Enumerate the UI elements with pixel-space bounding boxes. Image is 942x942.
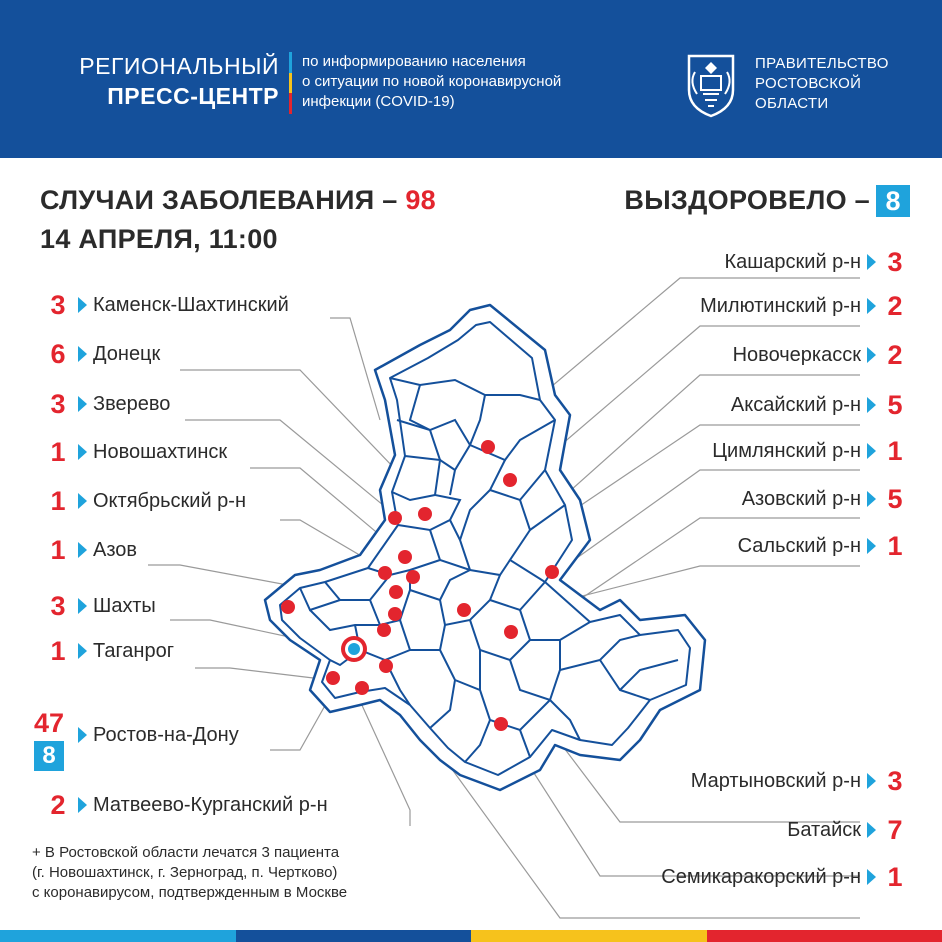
brand-subtitle-line: инфекции (COVID-19) — [302, 93, 455, 110]
government-line: ОБЛАСТИ — [755, 95, 829, 112]
case-marker — [388, 511, 402, 525]
triangle-right-icon — [867, 773, 876, 789]
triangle-right-icon — [867, 254, 876, 270]
left-list-item — [44, 437, 227, 467]
right-list-item — [661, 862, 908, 892]
locality-name: Мартыновский р-н — [690, 769, 861, 792]
locality-name: Азов — [93, 538, 138, 561]
case-count: 1 — [50, 436, 66, 467]
recovered-title: ВЫЗДОРОВЕЛО – — [624, 185, 870, 215]
locality-name: Милютинский р-н — [700, 294, 861, 317]
case-marker — [326, 671, 340, 685]
triangle-right-icon — [78, 542, 87, 558]
report-date: 14 АПРЕЛЯ, 11:00 — [40, 224, 278, 254]
rostov-marker — [341, 636, 367, 662]
triangle-right-icon — [867, 397, 876, 413]
brand-title-line1: РЕГИОНАЛЬНЫЙ — [79, 53, 279, 79]
locality-name: Шахты — [93, 594, 156, 617]
case-count: 1 — [887, 530, 903, 561]
case-count: 1 — [50, 534, 66, 565]
triangle-right-icon — [78, 598, 87, 614]
locality-name: Новошахтинск — [93, 440, 228, 463]
footnote — [32, 843, 347, 903]
locality-name: Таганрог — [93, 639, 175, 662]
triangle-right-icon — [867, 298, 876, 314]
locality-name: Сальский р-н — [737, 534, 861, 557]
triangle-right-icon — [867, 347, 876, 363]
case-count: 2 — [50, 789, 66, 820]
triangle-right-icon — [78, 444, 87, 460]
case-marker — [379, 659, 393, 673]
left-list-item — [44, 290, 289, 320]
right-list-item — [724, 247, 908, 277]
rostov-label-row — [72, 720, 239, 750]
case-marker — [545, 565, 559, 579]
brand-subtitle-line: о ситуации по новой коронавирусной — [302, 73, 562, 90]
brand-subtitle-line: по информированию населения — [302, 53, 526, 70]
cases-total: 98 — [405, 185, 436, 215]
triangle-right-icon — [78, 493, 87, 509]
case-count: 3 — [887, 765, 903, 796]
locality-name: Цимлянский р-н — [712, 439, 861, 462]
case-marker — [355, 681, 369, 695]
case-marker — [389, 585, 403, 599]
cases-label: СЛУЧАИ ЗАБОЛЕВАНИЯ – — [40, 185, 406, 215]
case-count: 2 — [887, 290, 903, 321]
case-count: 5 — [887, 483, 903, 514]
case-marker — [504, 625, 518, 639]
right-list-item — [712, 436, 908, 466]
rostov-recovered-badge: 8 — [34, 741, 64, 771]
case-count: 3 — [50, 388, 66, 419]
locality-name: Семикаракорский р-н — [661, 865, 861, 888]
case-count: 2 — [887, 339, 903, 370]
case-count: 6 — [50, 338, 66, 369]
locality-name: Каменск-Шахтинский — [93, 293, 289, 316]
locality-name: Аксайский р-н — [730, 393, 861, 416]
case-count: 1 — [50, 485, 66, 516]
triangle-right-icon — [867, 869, 876, 885]
case-marker — [494, 717, 508, 731]
right-list-item — [738, 531, 908, 561]
case-count: 3 — [50, 590, 66, 621]
triangle-right-icon — [78, 396, 87, 412]
right-list-item — [731, 390, 908, 420]
case-marker — [388, 607, 402, 621]
case-marker — [281, 600, 295, 614]
footnote-line: (г. Новошахтинск, г. Зерноград, п. Чертково) — [32, 864, 338, 881]
right-list-item — [691, 766, 908, 796]
rostov-case-count: 47 — [33, 708, 65, 738]
case-count: 5 — [887, 389, 903, 420]
left-list-item — [44, 636, 174, 666]
footnote-line: + В Ростовской области лечатся 3 пациента — [32, 844, 340, 861]
leader-line — [195, 668, 330, 680]
locality-name: Новочеркасск — [732, 343, 861, 366]
government-line: ПРАВИТЕЛЬСТВО — [755, 55, 889, 72]
left-list-item — [44, 486, 246, 516]
recovered-total-badge: 8 — [876, 185, 910, 217]
triangle-right-icon — [867, 822, 876, 838]
right-list-item — [700, 291, 908, 321]
left-list-item — [44, 535, 137, 565]
brand-title-line2: ПРЕСС-ЦЕНТР — [107, 83, 279, 109]
locality-name: Зверево — [93, 392, 171, 415]
case-marker — [418, 507, 432, 521]
leader-line — [330, 318, 380, 420]
case-count: 3 — [887, 246, 903, 277]
left-list-item — [44, 339, 160, 369]
triangle-right-icon — [78, 797, 87, 813]
case-marker — [398, 550, 412, 564]
case-marker — [457, 603, 471, 617]
locality-name: Кашарский р-н — [724, 250, 861, 273]
case-count: 7 — [887, 814, 903, 845]
locality-name: Донецк — [93, 342, 161, 365]
right-list-item — [742, 484, 908, 514]
footnote-line: с коронавирусом, подтвержденным в Москве — [32, 884, 348, 901]
case-marker — [377, 623, 391, 637]
right-list-item — [787, 815, 908, 845]
case-count: 1 — [50, 635, 66, 666]
case-count: 1 — [887, 435, 903, 466]
case-count: 1 — [887, 861, 903, 892]
government-line: РОСТОВСКОЙ — [755, 75, 862, 92]
case-marker — [378, 566, 392, 580]
rostov-counts — [32, 708, 66, 771]
case-count: 3 — [50, 289, 66, 320]
triangle-right-icon — [78, 643, 87, 659]
triangle-right-icon — [78, 297, 87, 313]
locality-name: Азовский р-н — [741, 487, 861, 510]
locality-name: Батайск — [787, 818, 861, 841]
case-marker — [503, 473, 517, 487]
triangle-right-icon — [867, 443, 876, 459]
rostov-recovered-dot — [348, 643, 360, 655]
left-list-item — [44, 591, 156, 621]
locality-name: Октябрьский р-н — [93, 489, 246, 512]
left-list-item — [44, 790, 328, 820]
case-marker — [406, 570, 420, 584]
triangle-right-icon — [78, 346, 87, 362]
triangle-right-icon — [867, 491, 876, 507]
locality-name: Матвеево-Курганский р-н — [93, 793, 328, 816]
right-list-item — [733, 340, 908, 370]
triangle-right-icon — [78, 727, 87, 743]
triangle-right-icon — [867, 538, 876, 554]
bottom-color-stripe — [0, 930, 942, 942]
locality-name: Ростов-на-Дону — [93, 723, 239, 746]
case-marker — [481, 440, 495, 454]
left-list-item — [44, 389, 170, 419]
